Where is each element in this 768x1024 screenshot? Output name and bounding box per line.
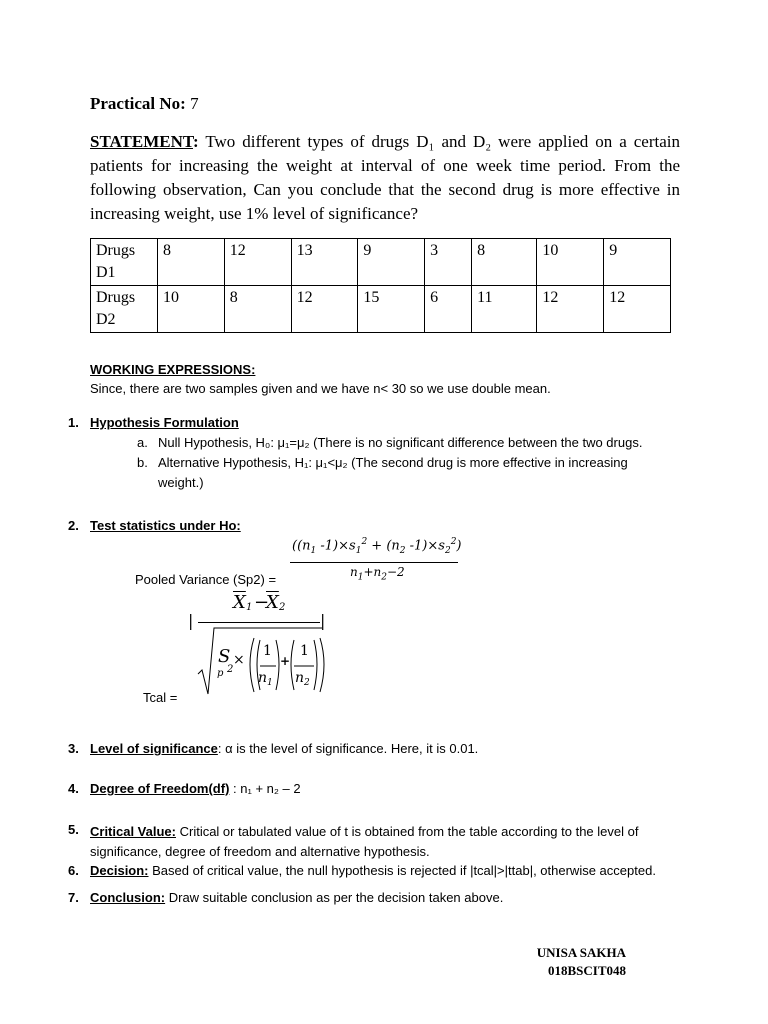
working-expressions-text: Since, there are two samples given and we have n< 30 so we use double mean. — [90, 381, 551, 396]
step-number: 1. — [68, 415, 79, 430]
step-line: Decision: Based of critical value, the null hypothesis is rejected if |tcal|>|ttab|, otherwise accepted. — [90, 863, 656, 878]
row-label: Drugs D2 — [91, 286, 158, 333]
table-cell: 6 — [425, 286, 472, 333]
row-label: Drugs D1 — [91, 239, 158, 286]
table-cell: 8 — [472, 239, 537, 286]
pooled-variance-label: Pooled Variance (Sp2) = — [135, 572, 277, 587]
null-hypothesis: Null Hypothesis, H₀: μ₁=μ₂ (There is no significant difference between the two drugs. — [158, 435, 643, 450]
step-number: 5. — [68, 822, 79, 837]
list-marker: b. — [137, 455, 148, 470]
step-number: 4. — [68, 781, 79, 796]
table-cell: 12 — [537, 286, 604, 333]
step-number: 6. — [68, 863, 79, 878]
step-number: 7. — [68, 890, 79, 905]
table-cell: 8 — [158, 239, 225, 286]
table-cell: 10 — [537, 239, 604, 286]
list-marker: a. — [137, 435, 148, 450]
table-cell: 9 — [358, 239, 425, 286]
table-cell: 13 — [291, 239, 358, 286]
table-cell: 10 — [158, 286, 225, 333]
step-line: Conclusion: Draw suitable conclusion as per the decision taken above. — [90, 890, 504, 905]
step-line: Critical Value: Critical or tabulated value of t is obtained from the table according to the level of significance, degree of freedom and alternative hypothesis. — [90, 824, 639, 859]
step-line: Degree of Freedom(df) : n₁ + n₂ – 2 — [90, 781, 301, 796]
table-cell: 12 — [291, 286, 358, 333]
observation-table — [90, 238, 671, 333]
step-number: 3. — [68, 741, 79, 756]
tcal-label: Tcal = — [143, 690, 178, 705]
table-cell: 12 — [604, 286, 671, 333]
table-cell: 15 — [358, 286, 425, 333]
alternative-hypothesis: Alternative Hypothesis, H₁: μ₁<μ₂ (The second drug is more effective in increasing weight.) — [158, 455, 628, 490]
step-title: Hypothesis Formulation — [90, 415, 239, 430]
table-cell: 9 — [604, 239, 671, 286]
table-cell: 11 — [472, 286, 537, 333]
table-cell: 8 — [224, 286, 291, 333]
table-cell: 3 — [425, 239, 472, 286]
step-line: Level of significance: α is the level of significance. Here, it is 0.01. — [90, 741, 479, 756]
table-row — [91, 286, 671, 333]
author-name: UNISA SAKHA — [536, 945, 626, 960]
problem-statement: STATEMENT: Two different types of drugs D₁ and D₂ were applied on a certain patients for increasing the weight at interval of one week time period. From the following observation, Can you conclude that the second drug is more effective in increasing weight, use 1% level of significance? — [90, 132, 680, 223]
step-title: Test statistics under Ho: — [90, 518, 241, 533]
author-id: 018BSCIT048 — [547, 963, 626, 978]
table-row — [91, 239, 671, 286]
practical-heading: Practical No: 7 — [90, 94, 199, 113]
working-expressions-title: WORKING EXPRESSIONS: — [90, 362, 256, 377]
step-number: 2. — [68, 518, 79, 533]
table-cell: 12 — [224, 239, 291, 286]
